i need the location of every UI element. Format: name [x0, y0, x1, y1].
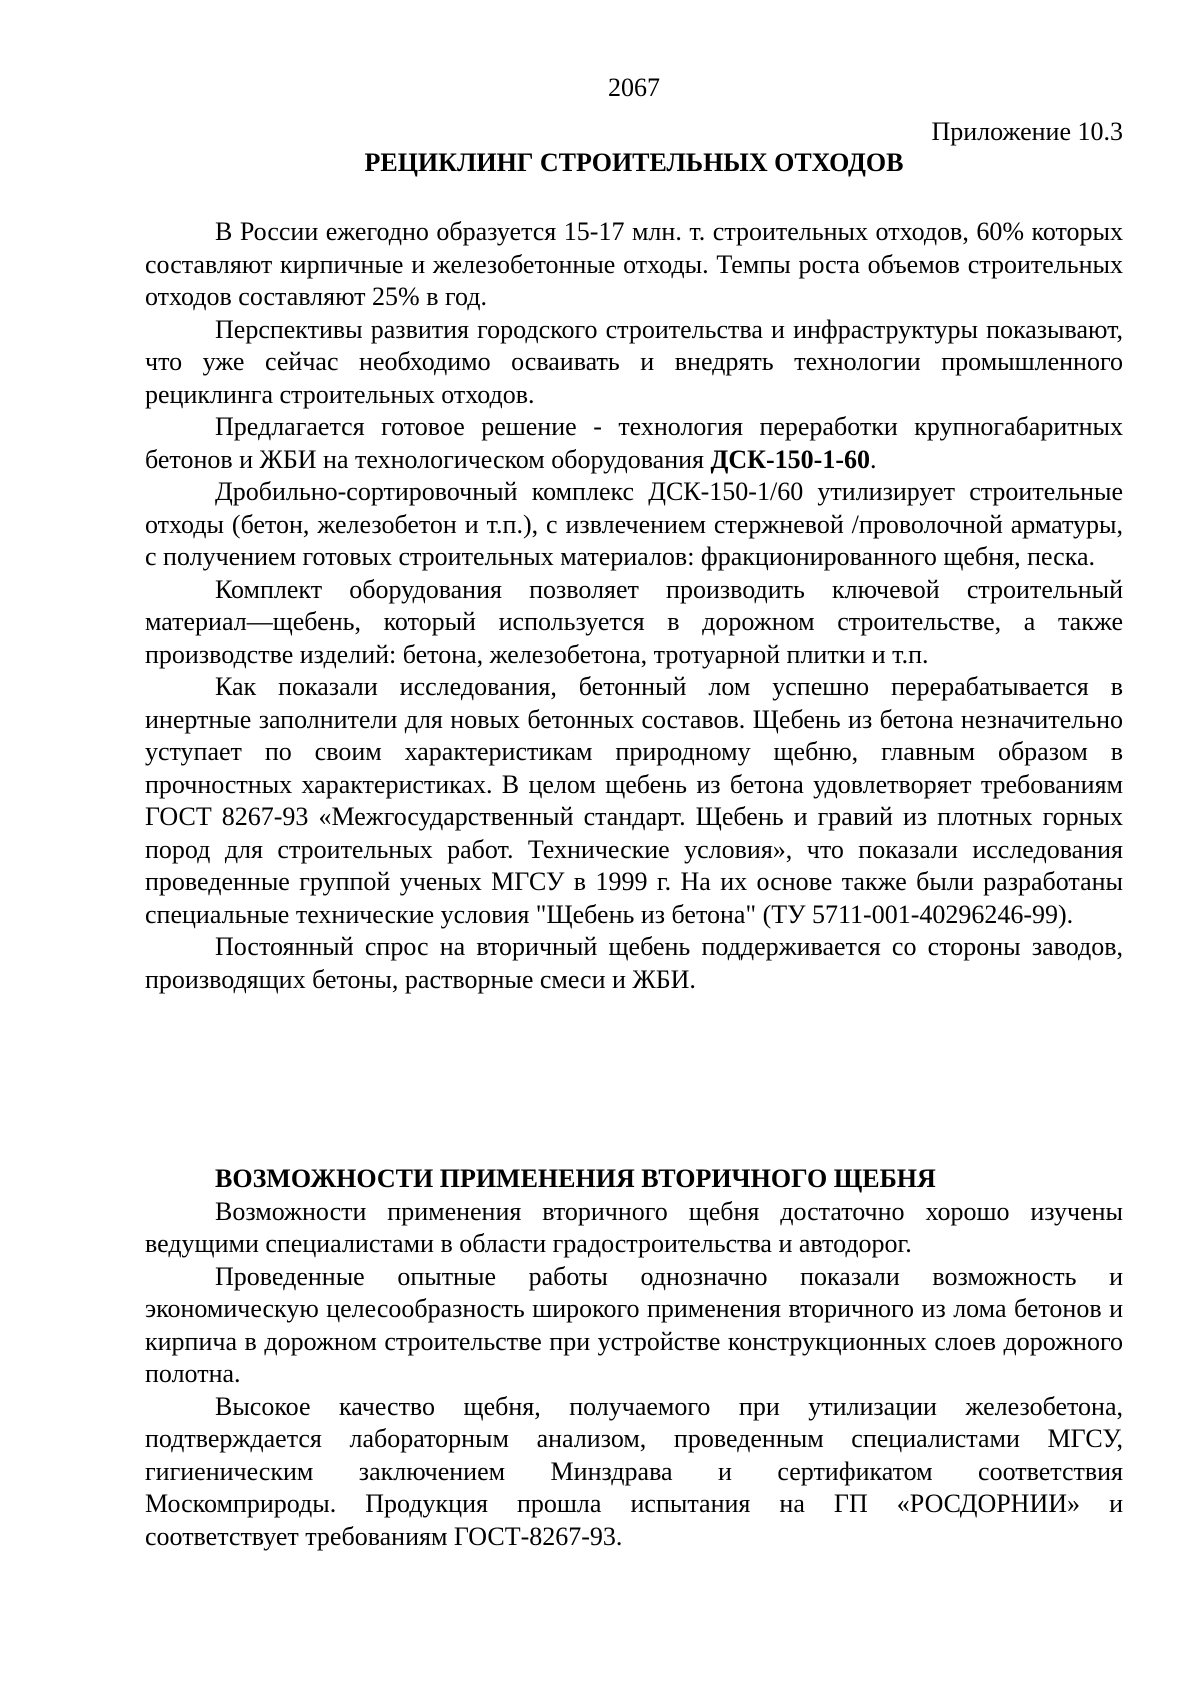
equipment-model: ДСК-150-1-60	[710, 444, 870, 474]
paragraph: Постоянный спрос на вторичный щебень поддерживается со стороны заводов, производящих бетоны, растворные смеси и ЖБИ.	[145, 932, 1123, 994]
paragraph: Как показали исследования, бетонный лом успешно перерабатывается в инертные заполнители для новых бетонных составов. Щебень из бетона незначительно уступает по своим характеристикам природному щебню, главным образом в прочностных характеристиках. В целом щебень из бетона удовлетворяет требованиям ГОСТ 8267-93 «Межгосударственный стандарт. Щебень и гравий из плотных горных пород для строительных работ. Технические условия», что показали исследования проведенные группой ученых МГСУ в 1999 г. На их основе также были разработаны специальные технические условия "Щебень из бетона" (ТУ 5711-001-40296246-99).	[145, 672, 1123, 929]
paragraph: Комплект оборудования позволяет производить ключевой строительный материал—щебень, который используется в дорожном строительстве, а также производстве изделий: бетона, железобетона, тротуарной плитки и т.п.	[145, 574, 1123, 669]
paragraph: Проведенные опытные работы однозначно показали возможность и экономическую целесообразность широкого применения вторичного из лома бетонов и кирпича в дорожном строительстве при устройстве конструкционных слоев дорожного полотна.	[145, 1261, 1123, 1388]
paragraph: Дробильно-сортировочный комплекс ДСК-150-1/60 утилизирует строительные отходы (бетон, железобетон и т.п.), с извлечением стержневой /проволочной арматуры, с получением готовых строительных материалов: фракционированного щебня, песка.	[145, 477, 1123, 571]
section-secondary-gravel	[145, 1163, 1123, 1553]
section-heading: ВОЗМОЖНОСТИ ПРИМЕНЕНИЯ ВТОРИЧНОГО ЩЕБНЯ	[215, 1164, 936, 1193]
paragraph: Высокое качество щебня, получаемого при утилизации железобетона, подтверждается лабораторным анализом, проведенным специалистами МГСУ, гигиеническим заключением Минздрава и сертификатом соответствия Москомприроды. Продукция прошла испытания на ГП «РОСДОРНИИ» и соответствует требованиям ГОСТ-8267-93.	[145, 1391, 1123, 1551]
appendix-label: Приложение 10.3	[931, 117, 1123, 146]
paragraph	[145, 411, 1123, 476]
section-recycling	[145, 216, 1123, 996]
paragraph-text: Предлагается готовое решение - технология переработки крупногабаритных бетонов и ЖБИ на технологическом оборудования	[145, 412, 1123, 474]
paragraph: Возможности применения вторичного щебня достаточно хорошо изучены ведущими специалистами в области градостроительства и автодорог.	[145, 1196, 1123, 1258]
paragraph: Перспективы развития городского строительства и инфраструктуры показывают, что уже сейчас необходимо осваивать и внедрять технологии промышленного рециклинга строительных отходов.	[145, 314, 1123, 409]
page-number: 2067	[608, 73, 660, 102]
paragraph-end: .	[870, 444, 877, 474]
document-title: РЕЦИКЛИНГ СТРОИТЕЛЬНЫХ ОТХОДОВ	[364, 148, 904, 177]
paragraph: В России ежегодно образуется 15-17 млн. т. строительных отходов, 60% которых составляют кирпичные и железобетонные отходы. Темпы роста объемов строительных отходов составляют 25% в год.	[145, 217, 1123, 311]
